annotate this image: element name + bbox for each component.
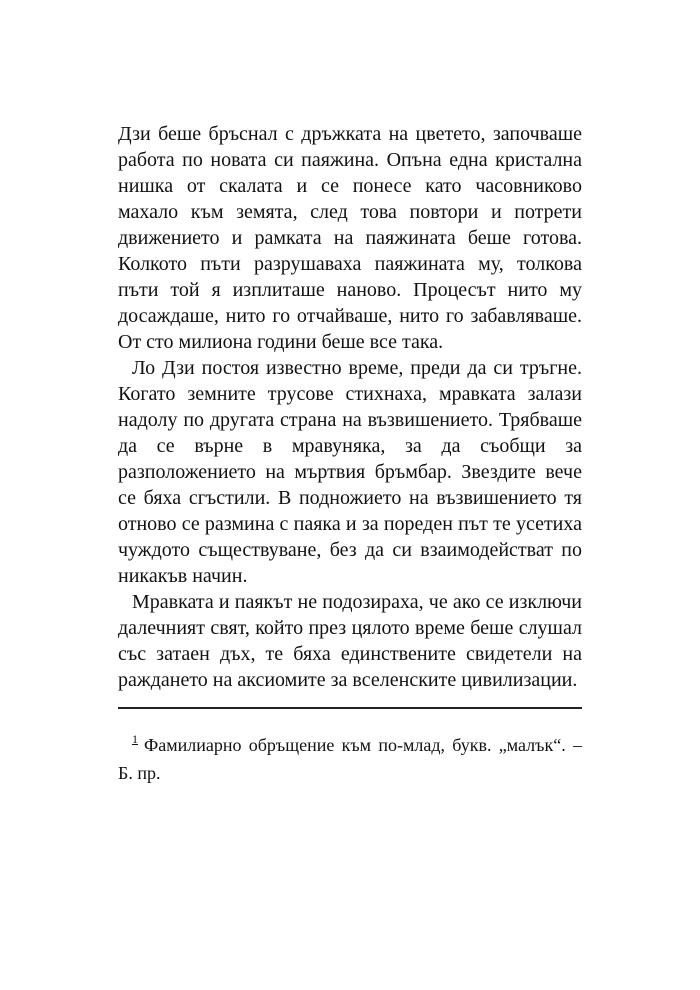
footnote-marker[interactable]: 1 xyxy=(132,732,138,746)
footnote-text: Фамилиарно обръщение към по-млад, букв. „малък“. – Б. пр. xyxy=(118,735,582,783)
footnote-divider xyxy=(118,707,582,709)
body-paragraph-3: Мравката и паякът не подозираха, че ако се изключи далечният свят, който през цялото време беше слушал със затаен дъх, те бяха единствените свидетели на раждането на аксиомите за вселенските цивилизации. xyxy=(118,591,582,691)
body-paragraph-1: Дзи беше бръснал с дръжката на цветето, започваше работа по новата си паяжина. Опъна една кристална нишка от скалата и се понесе като часовниково махало към земята, след това повтори и потрети движението и рамката на паяжината беше готова. Колкото пъти разрушаваха паяжината му, толкова пъти той я изплиташе наново. Процесът нито му досаждаше, нито го отчайваше, нито го забавляваше. От сто милиона години беше все така. xyxy=(118,123,582,353)
page-content xyxy=(118,121,582,787)
footnote xyxy=(118,725,582,787)
body-paragraph-2: Ло Дзи постоя известно време, преди да си тръгне. Когато земните трусове стихнаха, мравката залази надолу по другата страна на възвишението. Трябваше да се върне в мравуняка, за да съобщи за разположението на мъртвия бръмбар. Звездите вече се бяха сгъстили. В подножието на възвишението тя отново се размина с паяка и за пореден път те усетиха чуждото съществуване, без да си взаимодействат по никакъв начин. xyxy=(118,357,582,587)
